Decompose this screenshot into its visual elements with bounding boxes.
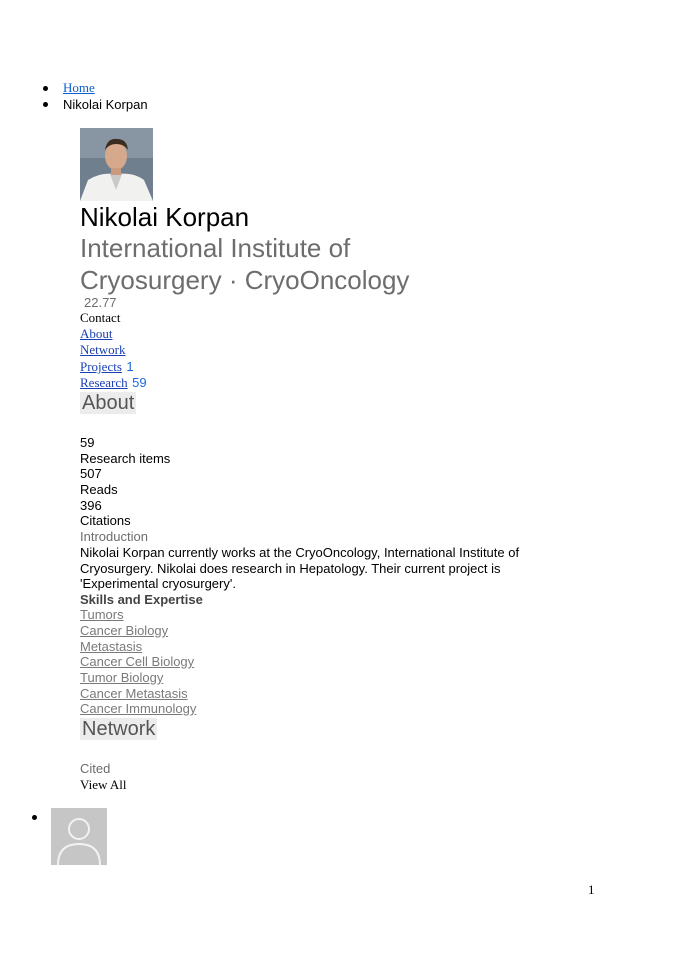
breadcrumb-home-link[interactable]: Home bbox=[63, 80, 95, 95]
cited-label: Cited bbox=[80, 761, 111, 776]
network-heading: Network bbox=[82, 718, 156, 740]
introduction-text-line: 'Experimental cryosurgery'. bbox=[80, 576, 236, 591]
stat-value: 507 bbox=[80, 466, 102, 481]
contact-button[interactable]: Contact bbox=[80, 310, 121, 325]
avatar[interactable] bbox=[51, 808, 107, 865]
nav-projects-link[interactable]: Projects bbox=[80, 359, 122, 374]
skills-heading: Skills and Expertise bbox=[80, 592, 203, 607]
stat-label: Citations bbox=[80, 513, 131, 528]
breadcrumb-current: Nikolai Korpan bbox=[63, 97, 148, 112]
projects-count: 1 bbox=[126, 359, 134, 374]
about-heading: About bbox=[82, 392, 135, 414]
bullet bbox=[43, 102, 48, 107]
skill-link[interactable]: Cancer Biology bbox=[80, 623, 169, 638]
stat-value: 59 bbox=[80, 435, 95, 450]
introduction-label: Introduction bbox=[80, 529, 148, 544]
introduction-text-line: Cryosurgery. Nikolai does research in Hepatology. Their current project is bbox=[80, 561, 501, 576]
bullet bbox=[43, 86, 48, 91]
nav-research-link[interactable]: Research bbox=[80, 375, 128, 390]
skill-link[interactable]: Cancer Metastasis bbox=[80, 686, 188, 701]
skill-link[interactable]: Metastasis bbox=[80, 639, 143, 654]
stat-label: Research items bbox=[80, 451, 171, 466]
profile-photo bbox=[80, 128, 153, 201]
page-number: 1 bbox=[588, 882, 595, 897]
nav-network-link[interactable]: Network bbox=[80, 342, 126, 357]
institution-line-2[interactable]: Cryosurgery · CryoOncology bbox=[80, 265, 410, 295]
institution-line-1[interactable]: International Institute of bbox=[80, 233, 351, 263]
stat-value: 396 bbox=[80, 498, 102, 513]
skill-link[interactable]: Tumors bbox=[80, 607, 124, 622]
view-all-link[interactable]: View All bbox=[80, 777, 127, 792]
rg-score: 22.77 bbox=[84, 295, 117, 310]
profile-name: Nikolai Korpan bbox=[80, 202, 250, 232]
skill-link[interactable]: Tumor Biology bbox=[80, 670, 164, 685]
introduction-text-line: Nikolai Korpan currently works at the CryoOncology, International Institute of bbox=[80, 545, 520, 560]
nav-about-link[interactable]: About bbox=[80, 326, 113, 341]
skill-link[interactable]: Cancer Immunology bbox=[80, 701, 197, 716]
stat-label: Reads bbox=[80, 482, 118, 497]
nav-research[interactable] bbox=[80, 374, 147, 392]
skill-link[interactable]: Cancer Cell Biology bbox=[80, 654, 195, 669]
bullet bbox=[32, 815, 37, 820]
research-count: 59 bbox=[132, 375, 147, 390]
